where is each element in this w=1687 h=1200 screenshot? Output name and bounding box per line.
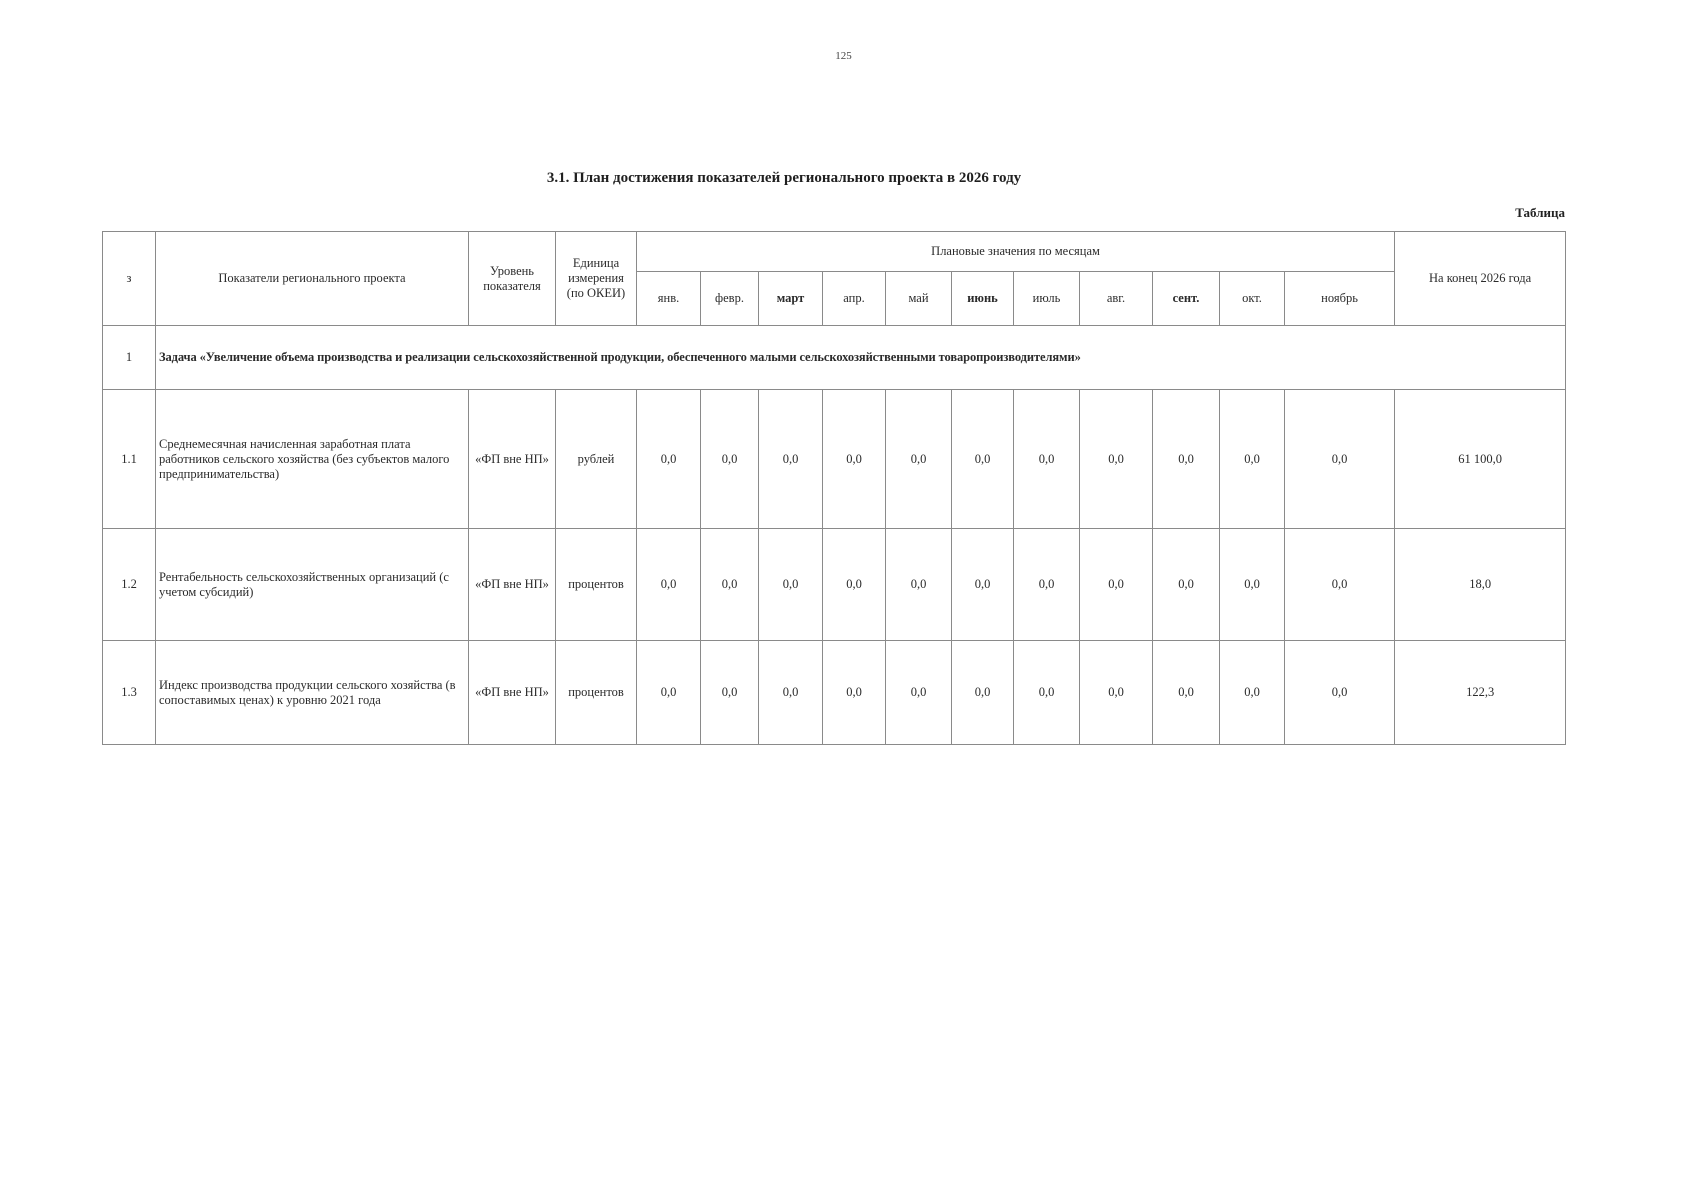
indicator-name: Рентабельность сельскохозяйственных организаций (с учетом субсидий) bbox=[156, 529, 469, 641]
month-value: 0,0 bbox=[759, 390, 823, 529]
month-value: 0,0 bbox=[1014, 529, 1080, 641]
header-planned-by-month: Плановые значения по месяцам bbox=[637, 232, 1395, 272]
header-month: июль bbox=[1014, 272, 1080, 326]
month-value: 0,0 bbox=[1285, 641, 1395, 745]
month-value: 0,0 bbox=[1080, 390, 1153, 529]
document-title: 3.1. План достижения показателей регионального проекта в 2026 году bbox=[546, 170, 1022, 186]
header-indicator: Показатели регионального проекта bbox=[156, 232, 469, 326]
end-of-year-value: 122,3 bbox=[1395, 641, 1566, 745]
month-value: 0,0 bbox=[637, 529, 701, 641]
indicator-name: Индекс производства продукции сельского хозяйства (в сопоставимых ценах) к уровню 2021 года bbox=[156, 641, 469, 745]
header-month: ноябрь bbox=[1285, 272, 1395, 326]
month-value: 0,0 bbox=[952, 641, 1014, 745]
header-month: март bbox=[759, 272, 823, 326]
month-value: 0,0 bbox=[701, 529, 759, 641]
header-month: апр. bbox=[823, 272, 886, 326]
task-text: Задача «Увеличение объема производства и реализации сельскохозяйственной продукции, обеспеченного малыми сельскохозяйственными товаропроизводителями» bbox=[156, 326, 1566, 390]
month-value: 0,0 bbox=[823, 390, 886, 529]
indicator-name: Среднемесячная начисленная заработная плата работников сельского хозяйства (без субъектов малого предпринимательства) bbox=[156, 390, 469, 529]
month-value: 0,0 bbox=[886, 390, 952, 529]
month-value: 0,0 bbox=[1080, 529, 1153, 641]
header-month: февр. bbox=[701, 272, 759, 326]
table-row bbox=[103, 641, 1566, 745]
table-row bbox=[103, 529, 1566, 641]
month-value: 0,0 bbox=[759, 529, 823, 641]
header-month: авг. bbox=[1080, 272, 1153, 326]
header-unit: Единица измерения (по ОКЕИ) bbox=[556, 232, 637, 326]
end-of-year-value: 61 100,0 bbox=[1395, 390, 1566, 529]
month-value: 0,0 bbox=[1220, 641, 1285, 745]
header-month: сент. bbox=[1153, 272, 1220, 326]
month-value: 0,0 bbox=[759, 641, 823, 745]
month-value: 0,0 bbox=[1220, 529, 1285, 641]
row-number: 1.3 bbox=[103, 641, 156, 745]
month-value: 0,0 bbox=[701, 641, 759, 745]
task-number: 1 bbox=[103, 326, 156, 390]
month-value: 0,0 bbox=[1153, 390, 1220, 529]
month-value: 0,0 bbox=[637, 390, 701, 529]
page-number: 125 bbox=[835, 50, 852, 62]
header-level: Уровень показателя bbox=[469, 232, 556, 326]
indicator-level: «ФП вне НП» bbox=[469, 390, 556, 529]
month-value: 0,0 bbox=[1014, 641, 1080, 745]
table-caption: Таблица bbox=[1515, 205, 1565, 220]
month-value: 0,0 bbox=[823, 641, 886, 745]
month-value: 0,0 bbox=[637, 641, 701, 745]
indicator-unit: процентов bbox=[556, 641, 637, 745]
indicators-plan-table bbox=[102, 231, 1566, 745]
header-month: июнь bbox=[952, 272, 1014, 326]
header-month: окт. bbox=[1220, 272, 1285, 326]
month-value: 0,0 bbox=[1014, 390, 1080, 529]
row-number: 1.1 bbox=[103, 390, 156, 529]
month-value: 0,0 bbox=[1285, 529, 1395, 641]
indicator-unit: процентов bbox=[556, 529, 637, 641]
month-value: 0,0 bbox=[952, 390, 1014, 529]
header-month: янв. bbox=[637, 272, 701, 326]
month-value: 0,0 bbox=[1080, 641, 1153, 745]
row-number: 1.2 bbox=[103, 529, 156, 641]
month-value: 0,0 bbox=[1153, 641, 1220, 745]
month-value: 0,0 bbox=[952, 529, 1014, 641]
header-row-number: з bbox=[103, 232, 156, 326]
indicator-unit: рублей bbox=[556, 390, 637, 529]
month-value: 0,0 bbox=[701, 390, 759, 529]
table-row bbox=[103, 390, 1566, 529]
header-month: май bbox=[886, 272, 952, 326]
task-row bbox=[103, 326, 1566, 390]
month-value: 0,0 bbox=[1285, 390, 1395, 529]
header-end-of-year: На конец 2026 года bbox=[1395, 232, 1566, 326]
month-value: 0,0 bbox=[823, 529, 886, 641]
month-value: 0,0 bbox=[1153, 529, 1220, 641]
month-value: 0,0 bbox=[886, 641, 952, 745]
indicator-level: «ФП вне НП» bbox=[469, 641, 556, 745]
indicator-level: «ФП вне НП» bbox=[469, 529, 556, 641]
month-value: 0,0 bbox=[1220, 390, 1285, 529]
month-value: 0,0 bbox=[886, 529, 952, 641]
end-of-year-value: 18,0 bbox=[1395, 529, 1566, 641]
